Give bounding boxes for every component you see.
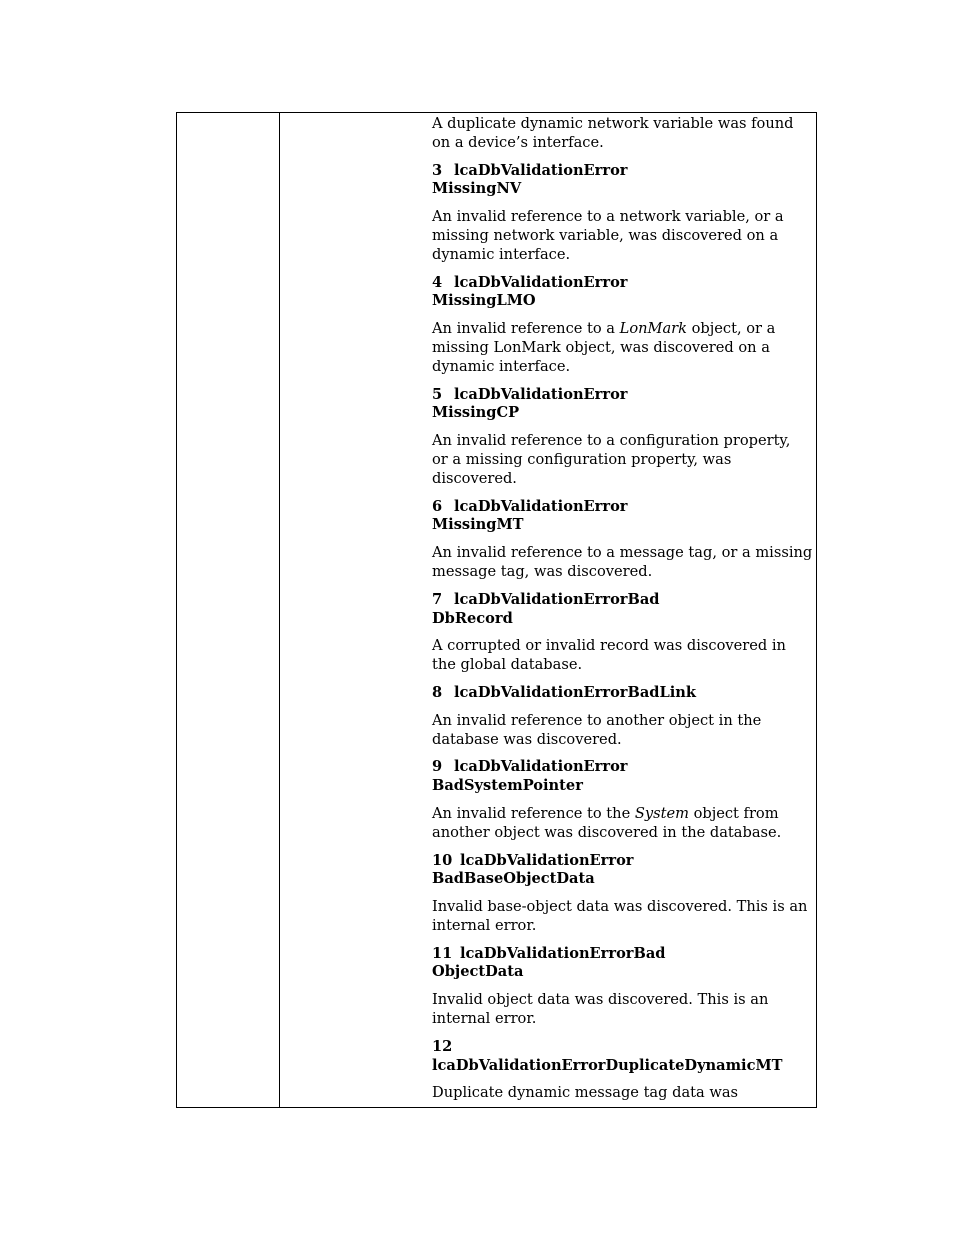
entry-heading-8: 8 lcaDbValidationErrorBadLink bbox=[432, 683, 697, 701]
entry-description-7: A corrupted or invalid record was discovered in the global database. bbox=[432, 637, 786, 674]
content-table bbox=[176, 112, 817, 1108]
intro-description: A duplicate dynamic network variable was found on a device’s interface. bbox=[432, 115, 794, 151]
entry-description-4: An invalid reference to a LonMark object, or a missing LonMark object, was discovered on a dynamic interface. bbox=[432, 320, 776, 375]
entry-heading-6: 6 lcaDbValidationError MissingMT bbox=[432, 497, 628, 534]
entry-description-9: An invalid reference to the System object from another object was discovered in the database. bbox=[432, 804, 782, 841]
entry-description-5: An invalid reference to a configuration property, or a missing configuration property, was discovered. bbox=[432, 432, 791, 487]
entry-description-8: An invalid reference to another object in the database was discovered. bbox=[432, 711, 762, 748]
entry-description-6: An invalid reference to a message tag, or a missing message tag, was discovered. bbox=[432, 544, 813, 580]
entry-heading-10: 10 lcaDbValidationError BadBaseObjectData bbox=[432, 851, 634, 888]
entry-description-10: Invalid base-object data was discovered. This is an internal error. bbox=[432, 898, 808, 934]
values-column bbox=[432, 115, 813, 1112]
entry-description-11: Invalid object data was discovered. This is an internal error. bbox=[432, 991, 769, 1028]
entry-heading-4: 4 lcaDbValidationError MissingLMO bbox=[432, 273, 628, 310]
entry-description-12: Duplicate dynamic message tag data was bbox=[432, 1084, 739, 1102]
column-divider bbox=[279, 113, 280, 1107]
entry-heading-7: 7 lcaDbValidationErrorBad DbRecord bbox=[432, 590, 660, 627]
entry-heading-11: 11 lcaDbValidationErrorBad ObjectData bbox=[432, 944, 666, 981]
entry-heading-9: 9 lcaDbValidationError BadSystemPointer bbox=[432, 758, 628, 795]
entry-heading-12: 12 lcaDbValidationErrorDuplicateDynamicMT bbox=[432, 1037, 783, 1074]
entry-heading-3: 3 lcaDbValidationError MissingNV bbox=[432, 161, 628, 198]
entry-description-3: An invalid reference to a network variable, or a missing network variable, was discovered on a dynamic interface. bbox=[432, 208, 784, 263]
entry-heading-5: 5 lcaDbValidationError MissingCP bbox=[432, 385, 628, 422]
